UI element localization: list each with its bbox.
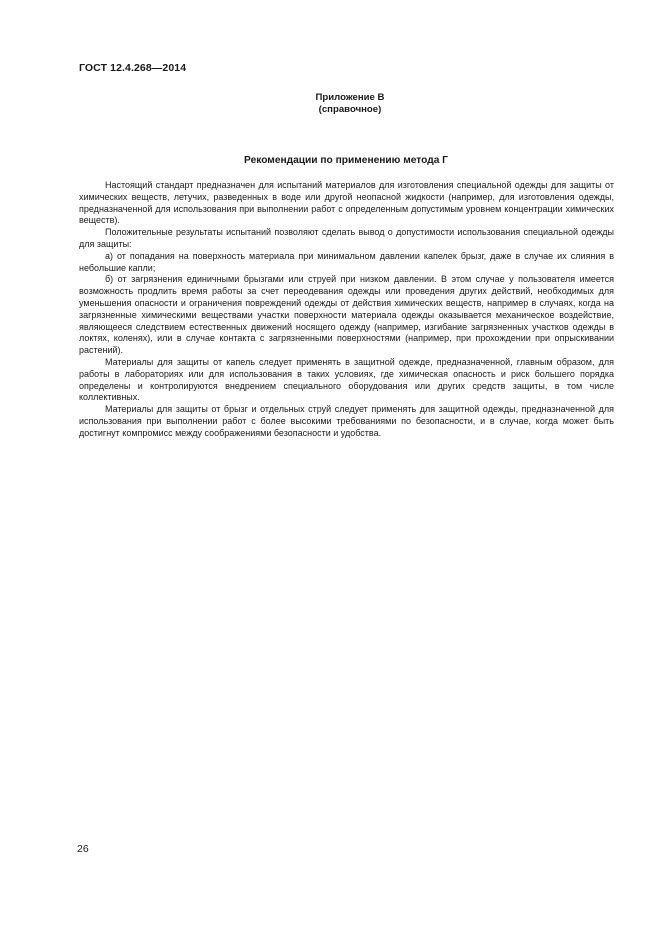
appendix-heading bbox=[0, 92, 661, 116]
paragraph: Материалы для защиты от капель следует применять в защитной одежде, предназначенной, главным образом, для работы в лабораториях или для использования в таких условиях, где химическая опасность и риск большего порядка определены и контролируются внедрением специального оборудования или других средств защиты, в том числе коллективных. bbox=[79, 356, 614, 403]
paragraph: Настоящий стандарт предназначен для испытаний материалов для изготовления специальной одежды для защиты от химических веществ, летучих, разведенных в воде или другой неопасной жидкости (например, для изготовления одежды, предназначенной для использования при выполнении работ с определенным допустимым уровнем концентрации химических веществ). bbox=[79, 180, 614, 226]
page-number: 26 bbox=[77, 843, 89, 855]
section-title: Рекомендации по применению метода Г bbox=[244, 155, 448, 166]
paragraph: а) от попадания на поверхность материала при минимальном давлении капелек брызг, даже в случае их слияния в небольшие капли; bbox=[79, 250, 614, 273]
document-code: ГОСТ 12.4.268—2014 bbox=[79, 62, 187, 74]
paragraph: Материалы для защиты от брызг и отдельных струй следует применять для защитной одежды, предназначенной для использования при выполнении работ с более высокими требованиями по безопасности, и в случае, когда может быть достигнут компромисс между соображениями безопасности и удобства. bbox=[79, 404, 614, 438]
appendix-subtitle: (справочное) bbox=[318, 104, 382, 115]
paragraph: б) от загрязнения единичными брызгами или струей при низком давлении. В этом случае у пользователя имеется возможность продлить время работы за счет переодевания одежды или проведения других действий, необходимых для уменьшения опасности и ограничения повреждений одежды от действия химических веществ, например в случаях, когда на загрязненные химическими веществами участки поверхности материала одежды оказывается механическое воздействие, являющееся следствием естественных движений носящего одежду (например, изгибание загрязненных участков одежды в локтях, коленях), или в случае контакта с загрязненными поверхностями (например, при прохождении при опрыскивании растений). bbox=[79, 274, 614, 356]
paragraph: Положительные результаты испытаний позволяют сделать вывод о допустимости использования специальной одежды для защиты: bbox=[79, 227, 614, 249]
appendix-title: Приложение В bbox=[315, 92, 385, 103]
body-text bbox=[79, 180, 614, 440]
